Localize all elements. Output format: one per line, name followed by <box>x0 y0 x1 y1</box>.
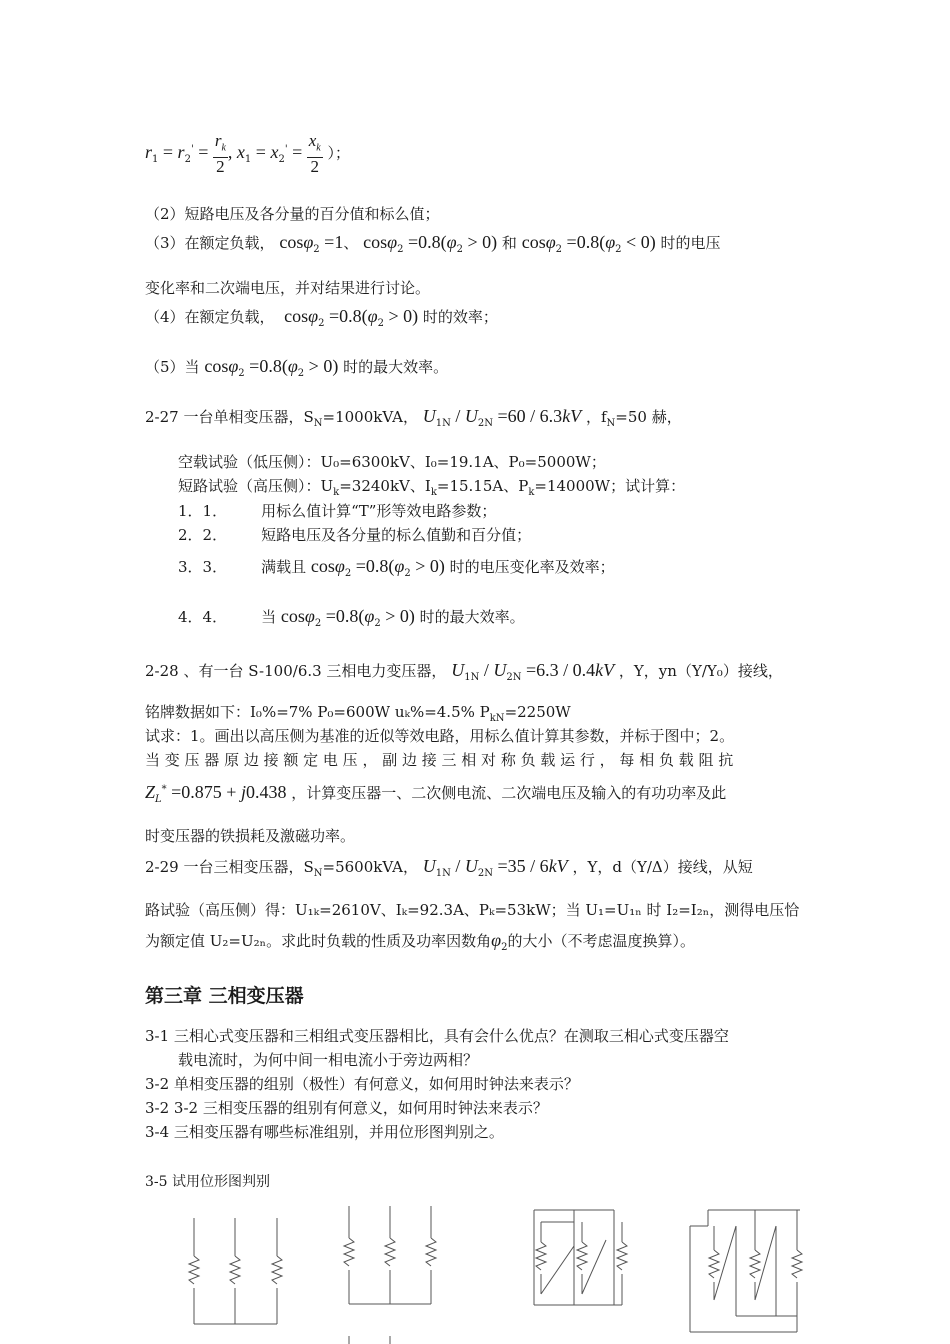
item-2: （2）短路电压及各分量的百分值和标么值； <box>145 205 440 223</box>
q3-1-line1: 3-1 三相心式变压器和三相组式变压器相比，具有会什么优点？在测取三相心式变压器空 <box>145 1027 729 1045</box>
q2-27-item-1: 1．1． 用标么值计算“T”形等效电路参数； <box>178 502 497 520</box>
q2-29-line2: 路试验（高压侧）得：U₁ₖ=2610V、Iₖ=92.3A、Pₖ=53kW；当 U₁=U₁ₙ 时 I₂=I₂ₙ，测得电压恰 <box>145 901 800 919</box>
q2-28-header: 2-28 、有一台 S-100/6.3 三相电力变压器， $U_{1N} / U_{2N} =6.3 / 0.4kV$ ，Y，yn（Y/Y₀）接线， <box>145 660 783 683</box>
q2-27-short: 短路试验（高压侧）：$U_k=3240kV$、$I_k=15.15A$、$P_k=14000W$；试计算： <box>178 477 686 498</box>
chapter-3-title: 第三章 三相变压器 <box>145 985 304 1007</box>
item-3-line2: 变化率和二次端电压，并对结果进行讨论。 <box>145 279 431 297</box>
q2-28-ask3: $Z_L^* =0.875 + j0.438$ ，计算变压器一、二次侧电流、二次端电压及输入的有功功率及此 <box>145 782 727 805</box>
item-3: （3）在额定负载， cosφ$_2$ =1、 $\cos\varphi_2 =0.8(\varphi_2 > 0)$ 和 $\cos\varphi_2 =0.8(\varphi_2 < 0)$ 时的电压 <box>145 232 721 255</box>
q2-27-item-4: 4．4． 当 $\cos\varphi_2 =0.8(\varphi_2 > 0)$ 时的最大效率。 <box>178 606 525 629</box>
q2-28-ask4: 时变压器的铁损耗及激磁功率。 <box>145 827 356 845</box>
q2-27-item-2: 2．2． 短路电压及各分量的标么值勤和百分值； <box>178 526 532 544</box>
winding-diagram-3 <box>534 1210 627 1305</box>
q3-2: 3-2 单相变压器的组别（极性）有何意义，如何用时钟法来表示？ <box>145 1075 579 1093</box>
q2-28-nameplate: 铭牌数据如下：I₀%=7% P₀=600W uₖ%=4.5% $P_{kN}=2250W$ <box>145 703 571 724</box>
winding-diagram-4 <box>690 1210 802 1332</box>
q2-29-header: 2-29 一台三相变压器，$S_N=5600kVA$， $U_{1N} / U_{2N} =35 / 6kV$ ，Y，d（Y/Δ）接线，从短 <box>145 856 753 879</box>
q2-28-ask2: 当 变 压 器 原 边 接 额 定 电 压 ， 副 边 接 三 相 对 称 负 载 运 行 ， 每 相 负 载 阻 抗 <box>145 751 734 769</box>
formula-close: ）； <box>327 144 351 163</box>
q2-29-line3: 为额定值 U₂=U₂ₙ。求此时负载的性质及功率因数角$\varphi_2$的大小（不考虑温度换算）。 <box>145 930 695 953</box>
formula-r1-x1: $r_1 = r_2'$ = $\frac{r_k}{2}$ , $x_1 = x_2'$ = $\frac{x_k}{2}$ ）； <box>145 131 351 177</box>
winding-diagram-2 <box>344 1206 436 1344</box>
q2-28-ask1: 试求：1。画出以高压侧为基准的近似等效电路，用标么值计算其参数，并标于图中；2。 <box>145 727 735 745</box>
q2-27-noload: 空载试验（低压侧）：U₀=6300kV、I₀=19.1A、P₀=5000W； <box>178 453 606 471</box>
q3-2b: 3-2 3-2 三相变压器的组别有何意义，如何用时钟法来表示？ <box>145 1099 548 1117</box>
q3-5: 3-5 试用位形图判别 <box>145 1174 270 1190</box>
q3-1-line2: 载电流时，为何中间一相电流小于旁边两相？ <box>178 1051 479 1069</box>
q2-27-header: 2-27 一台单相变压器，$S_N=1000kVA$， $U_{1N} / U_{2N} =60 / 6.3kV$ ，$f_N=50$ 赫， <box>145 406 682 429</box>
q2-27-item-3: 3．3． 满载且 $\cos\varphi_2 =0.8(\varphi_2 > 0)$ 时的电压变化率及效率； <box>178 556 615 579</box>
winding-diagram-1 <box>189 1218 282 1324</box>
item-4: （4）在额定负载， $\cos\varphi_2 =0.8(\varphi_2 > 0)$ 时的效率； <box>145 306 498 329</box>
item-5: （5）当 $\cos\varphi_2 =0.8(\varphi_2 > 0)$ 时的最大效率。 <box>145 356 449 379</box>
q3-4: 3-4 三相变压器有哪些标准组别，并用位形图判别之。 <box>145 1123 504 1141</box>
